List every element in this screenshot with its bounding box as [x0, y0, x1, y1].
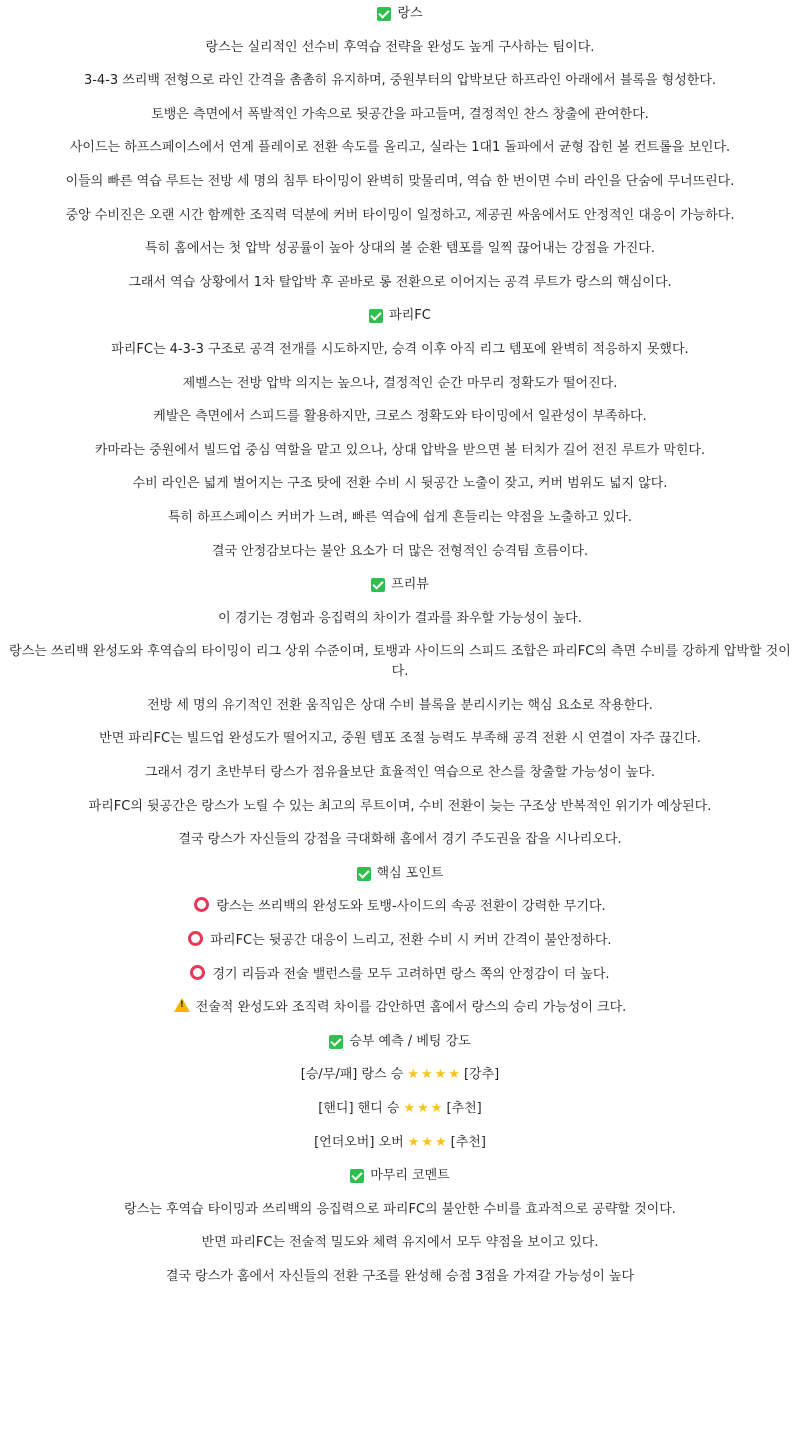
star-icon: ★★★: [403, 1101, 445, 1116]
check-box-icon: [350, 1169, 364, 1183]
red-circle-icon: [188, 931, 203, 946]
section-heading-closing: [6, 1166, 794, 1186]
bet-market: [핸디] 핸디 승: [318, 1101, 400, 1116]
paragraph: 이들의 빠른 역습 루트는 전방 세 명의 침투 타이밍이 완벽히 맞물리며, 역습 한 번이면 수비 라인을 단숨에 무너뜨린다.: [65, 173, 735, 189]
warning-icon: [174, 998, 190, 1012]
paragraph: 랑스는 실리적인 선수비 후역습 전략을 완성도 높게 구사하는 팀이다.: [205, 39, 595, 55]
paragraph: 수비 라인은 넓게 벌어지는 구조 탓에 전환 수비 시 뒷공간 노출이 잦고, 커버 범위도 넓지 않다.: [132, 476, 668, 492]
paragraph: 결국 랑스가 홈에서 자신들의 전환 구조를 완성해 승점 3점을 가져갈 가능성이 높다: [165, 1268, 635, 1284]
paragraph: 제벨스는 전방 압박 의지는 높으나, 결정적인 순간 마무리 정확도가 떨어진다.: [182, 375, 618, 391]
paragraph: 중앙 수비진은 오랜 시간 함께한 조직력 덕분에 커버 타이밍이 일정하고, 제공권 싸움에서도 안정적인 대응이 가능하다.: [65, 207, 735, 223]
section-heading-preview: [6, 575, 794, 595]
section-heading-paris-fc: [6, 306, 794, 326]
bet-market: [승/무/패] 랑스 승: [300, 1067, 404, 1083]
check-box-icon: [371, 578, 385, 592]
bet-market: [언더오버] 오버: [314, 1134, 404, 1150]
paragraph: 토뱅은 측면에서 폭발적인 가속으로 뒷공간을 파고들며, 결정적인 찬스 창출에 관여한다.: [151, 106, 649, 122]
key-point-warning: [6, 998, 794, 1018]
section-title: 핵심 포인트: [376, 865, 444, 881]
bet-row: [6, 1133, 794, 1153]
section-heading-prediction: [6, 1032, 794, 1052]
key-point-text: 경기 리듬과 전술 밸런스를 모두 고려하면 랑스 쪽의 안정감이 더 높다.: [212, 966, 610, 982]
bet-grade: [추천]: [446, 1101, 482, 1116]
paragraph: 랑스는 후역습 타이밍과 쓰리백의 응집력으로 파리FC의 불안한 수비를 효과적으로 공략할 것이다.: [124, 1201, 676, 1217]
paragraph: 그래서 역습 상황에서 1차 탈압박 후 곧바로 롱 전환으로 이어지는 공격 루트가 랑스의 핵심이다.: [128, 274, 672, 290]
paragraph: 3-4-3 쓰리백 전형으로 라인 간격을 촘촘히 유지하며, 중원부터의 압박보단 하프라인 아래에서 블록을 형성한다.: [83, 73, 717, 89]
warning-text: 전술적 완성도와 조직력 차이를 감안하면 홈에서 랑스의 승리 가능성이 크다.: [195, 1000, 627, 1016]
key-point-text: 파리FC는 뒷공간 대응이 느리고, 전환 수비 시 커버 간격이 불안정하다.: [210, 933, 612, 949]
bet-row: [6, 1065, 794, 1085]
paragraph: 이 경기는 경험과 응집력의 차이가 결과를 좌우할 가능성이 높다.: [218, 610, 582, 626]
check-box-icon: [369, 309, 383, 323]
paragraph: 특히 하프스페이스 커버가 느려, 빠른 역습에 쉽게 흔들리는 약점을 노출하고 있다.: [167, 509, 632, 525]
section-heading-lens: [6, 4, 794, 24]
paragraph: 특히 홈에서는 첫 압박 성공률이 높아 상대의 볼 순환 템포를 일찍 끊어내는 강점을 가진다.: [145, 241, 655, 257]
star-icon: ★★★★: [407, 1067, 462, 1083]
paragraph: 케발은 측면에서 스피드를 활용하지만, 크로스 정확도와 타이밍에서 일관성이 부족하다.: [153, 409, 647, 425]
paragraph: 파리FC의 뒷공간은 랑스가 노릴 수 있는 최고의 루트이며, 수비 전환이 늦는 구조상 반복적인 위기가 예상된다.: [88, 798, 712, 814]
bet-row: [6, 1099, 794, 1119]
section-heading-key-points: [6, 864, 794, 884]
section-title: 파리FC: [389, 308, 431, 324]
section-title: 승부 예측 / 베팅 강도: [349, 1033, 471, 1049]
paragraph: 사이드는 하프스페이스에서 연계 플레이로 전환 속도를 올리고, 실라는 1대1 돌파에서 균형 잡힌 볼 컨트롤을 보인다.: [69, 140, 731, 156]
paragraph: 결국 안정감보다는 불안 요소가 더 많은 전형적인 승격팀 흐름이다.: [211, 543, 589, 559]
section-title: 랑스: [397, 6, 423, 21]
paragraph: 전방 세 명의 유기적인 전환 움직임은 상대 수비 블록을 분리시키는 핵심 요소로 작용한다.: [147, 697, 653, 713]
section-title: 마무리 코멘트: [370, 1168, 450, 1184]
red-circle-icon: [194, 897, 209, 912]
red-circle-icon: [190, 965, 205, 980]
key-point-text: 랑스는 쓰리백의 완성도와 토뱅-사이드의 속공 전환이 강력한 무기다.: [216, 899, 606, 915]
paragraph: 랑스는 쓰리백 완성도와 후역습의 타이밍이 리그 상위 수준이며, 토뱅과 사이드의 스피드 조합은 파리FC의 측면 수비를 강하게 압박할 것이다.: [9, 644, 791, 680]
paragraph: 카마라는 중원에서 빌드업 중심 역할을 맡고 있으나, 상대 압박을 받으면 볼 터치가 길어 전진 루트가 막힌다.: [94, 442, 706, 458]
paragraph: 결국 랑스가 자신들의 강점을 극대화해 홈에서 경기 주도권을 잡을 시나리오다.: [178, 832, 622, 848]
bet-grade: [강추]: [463, 1067, 500, 1083]
paragraph: 반면 파리FC는 빌드업 완성도가 떨어지고, 중원 템포 조절 능력도 부족해 공격 전환 시 연결이 자주 끊긴다.: [99, 731, 701, 747]
check-box-icon: [329, 1035, 343, 1049]
key-point: [6, 931, 794, 951]
paragraph: 반면 파리FC는 전술적 밀도와 체력 유지에서 모두 약점을 보이고 있다.: [201, 1235, 599, 1251]
check-box-icon: [357, 867, 371, 881]
key-point: [6, 965, 794, 985]
paragraph: 그래서 경기 초반부터 랑스가 점유율보단 효율적인 역습으로 찬스를 창출할 가능성이 높다.: [144, 765, 656, 781]
key-point: [6, 897, 794, 917]
paragraph: 파리FC는 4-3-3 구조로 공격 전개를 시도하지만, 승격 이후 아직 리그 템포에 완벽히 적응하지 못했다.: [111, 341, 689, 357]
section-title: 프리뷰: [391, 577, 429, 593]
check-box-icon: [377, 7, 391, 21]
bet-grade: [추천]: [450, 1134, 486, 1150]
star-icon: ★★★: [407, 1134, 449, 1150]
